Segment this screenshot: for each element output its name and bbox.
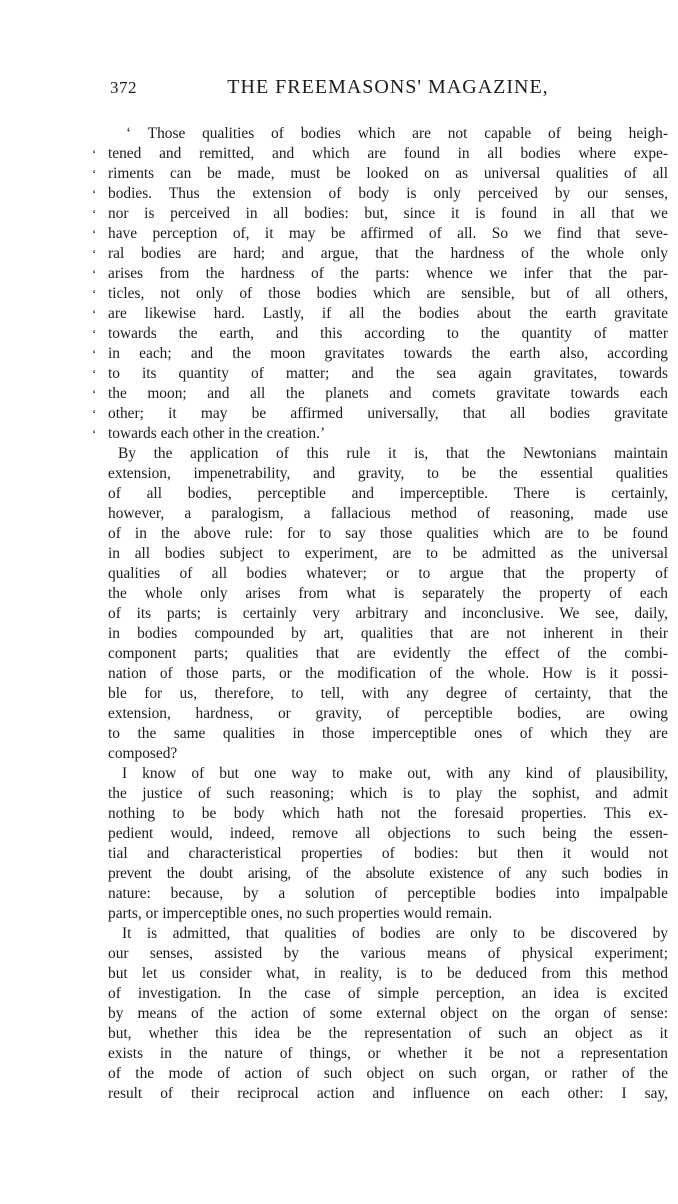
text-line: the justice of such reasoning; which is to play the sophist, and admit — [108, 785, 668, 802]
text-line: ‘ bodies. Thus the extension of body is only perceived by our senses, — [92, 185, 668, 202]
book-page — [92, 76, 668, 1104]
text-line: but, whether this idea be the representation of such an object as it — [108, 1025, 668, 1042]
body-paragraph — [108, 924, 668, 1104]
text-line: result of their reciprocal action and influence on each other: I say, — [108, 1085, 668, 1102]
quote-mark: ‘ — [92, 386, 97, 401]
running-title: THE FREEMASONS' MAGAZINE, — [227, 76, 549, 98]
body-paragraph — [108, 444, 668, 764]
body-paragraph — [108, 764, 668, 924]
text-line: ‘ towards the earth, and this according to the quantity of matter — [92, 325, 668, 342]
quote-mark: ‘ — [92, 226, 97, 241]
text-line: nothing to be body which hath not the foresaid properties. This ex- — [108, 805, 668, 822]
text-line: ‘ nor is perceived in all bodies: but, since it is found in all that we — [92, 205, 668, 222]
text-line: the whole only arises from what is separately the property of each — [108, 585, 668, 602]
quoted-paragraph — [92, 124, 668, 444]
text-line: ‘ other; it may be affirmed universally, that all bodies gravitate — [92, 405, 668, 422]
text-line: I know of but one way to make out, with any kind of plausibility, — [122, 765, 668, 782]
text-line: prevent the doubt arising, of the absolute existence of any such bodies in — [108, 865, 668, 882]
text-line: By the application of this rule it is, that the Newtonians maintain — [118, 445, 668, 462]
quote-mark: ‘ — [92, 366, 97, 381]
quote-mark: ‘ — [92, 426, 97, 441]
text-line: but let us consider what, in reality, is to be deduced from this method — [108, 965, 668, 982]
text-line: pedient would, indeed, remove all objections to such being the essen- — [108, 825, 668, 842]
text-line: ‘ arises from the hardness of the parts: whence we infer that the par- — [92, 265, 668, 282]
quote-mark: ‘ — [92, 186, 97, 201]
text-line: ‘ towards each other in the creation.’ — [92, 425, 326, 442]
text-line: of in the above rule: for to say those qualities which are to be found — [108, 525, 668, 542]
text-line: ‘ riments can be made, must be looked on as universal qualities of all — [92, 165, 668, 182]
text-line: in all bodies subject to experiment, are to be admitted as the universal — [108, 545, 668, 562]
text-line: ‘ have perception of, it may be affirmed of all. So we find that seve- — [92, 225, 668, 242]
quote-mark: ‘ — [92, 246, 97, 261]
text-line: of all bodies, perceptible and imperceptible. There is certainly, — [108, 485, 668, 502]
quote-mark: ‘ — [92, 346, 97, 361]
text-line: of its parts; is certainly very arbitrary and inconclusive. We see, daily, — [108, 605, 668, 622]
text-line: in bodies compounded by art, qualities that are not inherent in their — [108, 625, 668, 642]
text-line: by means of the action of some external object on the organ of sense: — [108, 1005, 668, 1022]
text-line: tial and characteristical properties of bodies: but then it would not — [108, 845, 668, 862]
text-line: ‘ are likewise hard. Lastly, if all the bodies about the earth gravitate — [92, 305, 668, 322]
text-line: exists in the nature of things, or whether it be not a representation — [108, 1045, 668, 1062]
text-line: extension, hardness, or gravity, of perceptible bodies, are owing — [108, 705, 668, 722]
text-line: ‘ Those qualities of bodies which are not capable of being heigh- — [126, 125, 668, 142]
page-header — [108, 76, 668, 110]
quote-mark: ‘ — [92, 286, 97, 301]
text-line: ble for us, therefore, to tell, with any degree of certainty, that the — [108, 685, 668, 702]
text-line: component parts; qualities that are evidently the effect of the combi- — [108, 645, 668, 662]
text-line: qualities of all bodies whatever; or to argue that the property of — [108, 565, 668, 582]
text-line: nation of those parts, or the modification of the whole. How is it possi- — [108, 665, 668, 682]
text-line: parts, or imperceptible ones, no such properties would remain. — [108, 905, 493, 922]
text-line: ‘ ticles, not only of those bodies which are sensible, but of all others, — [92, 285, 668, 302]
text-line: ‘ ral bodies are hard; and argue, that the hardness of the whole only — [92, 245, 668, 262]
text-line: ‘ tened and remitted, and which are found in all bodies where expe- — [92, 145, 668, 162]
text-line: of the mode of action of such object on such organ, or rather of the — [108, 1065, 668, 1082]
quote-mark: ‘ — [92, 326, 97, 341]
text-line: of investigation. In the case of simple perception, an idea is excited — [108, 985, 668, 1002]
quote-mark: ‘ — [92, 406, 97, 421]
text-line: composed? — [108, 745, 178, 762]
text-line: to the same qualities in those imperceptible ones of which they are — [108, 725, 668, 742]
text-line: ‘ in each; and the moon gravitates towards the earth also, according — [92, 345, 668, 362]
quote-mark: ‘ — [92, 306, 97, 321]
text-line: our senses, assisted by the various means of physical experiment; — [108, 945, 668, 962]
quote-mark: ‘ — [92, 166, 97, 181]
quote-mark: ‘ — [92, 206, 97, 221]
text-line: ‘ to its quantity of matter; and the sea again gravitates, towards — [92, 365, 668, 382]
text-line: extension, impenetrability, and gravity, to be the essential qualities — [108, 465, 668, 482]
quote-mark: ‘ — [92, 146, 97, 161]
page-number: 372 — [110, 78, 137, 97]
text-line: however, a paralogism, a fallacious method of reasoning, made use — [108, 505, 668, 522]
quote-mark: ‘ — [92, 266, 97, 281]
text-line: It is admitted, that qualities of bodies are only to be discovered by — [122, 925, 668, 942]
text-line: nature: because, by a solution of perceptible bodies into impalpable — [108, 885, 668, 902]
text-line: ‘ the moon; and all the planets and comets gravitate towards each — [92, 385, 668, 402]
